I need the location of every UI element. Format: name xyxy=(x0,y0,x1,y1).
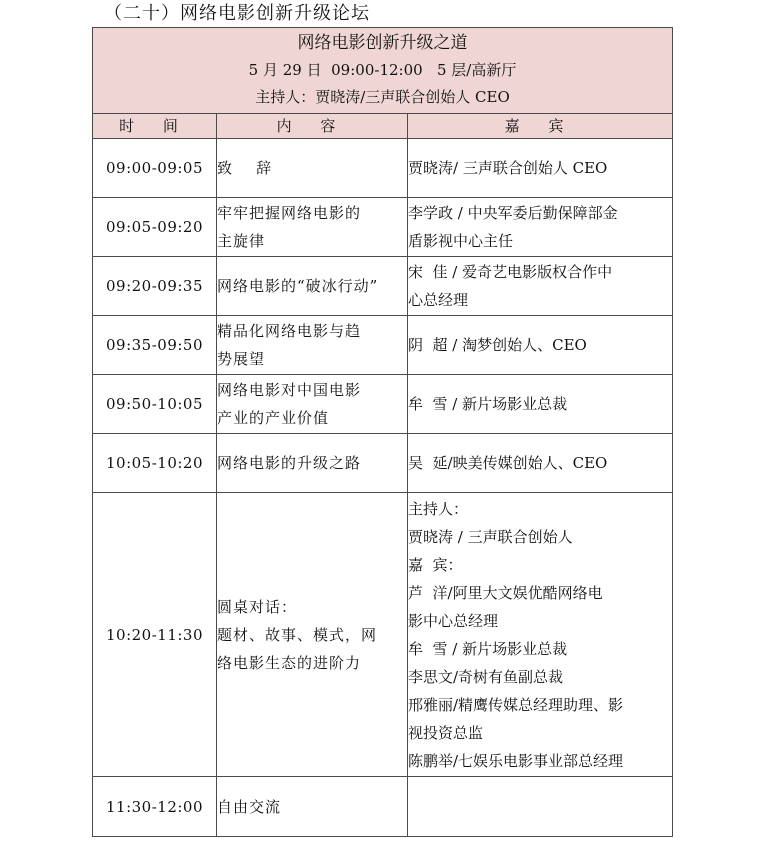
content-cell xyxy=(217,493,408,777)
guests-cell xyxy=(408,257,673,316)
guests-cell xyxy=(408,316,673,375)
content-cell xyxy=(217,139,408,198)
content-cell xyxy=(217,777,408,837)
table-row xyxy=(93,257,673,316)
content-line: 自由交流 xyxy=(217,797,282,816)
guest-line: 阴 超 / 淘梦创始人、CEO xyxy=(408,336,587,354)
guest-line: 视投资总监 xyxy=(408,723,484,742)
guest-line: 盾影视中心主任 xyxy=(408,232,514,250)
column-header-time xyxy=(93,114,217,139)
forum-schedule-table xyxy=(92,27,673,837)
guest-line: 邢雅丽/精鹰传媒总经理助理、影 xyxy=(408,695,624,714)
content-line: 络电影生态的进阶力 xyxy=(217,653,362,672)
guest-line: 牟 雪 / 新片场影业总裁 xyxy=(408,639,568,658)
table-row xyxy=(93,777,673,837)
content-line: 精品化网络电影与趋 xyxy=(217,322,362,340)
guest-line: 贾晓涛 / 三声联合创始人 xyxy=(408,527,573,546)
guest-line: 李思文/奇树有鱼副总裁 xyxy=(408,667,564,686)
guest-line: 芦 洋/阿里大文娱优酷网络电 xyxy=(408,583,603,602)
content-cell xyxy=(217,257,408,316)
time-cell: 10:20-11:30 xyxy=(93,493,217,777)
guests-cell xyxy=(408,434,673,493)
time-cell: 11:30-12:00 xyxy=(93,777,217,837)
guests-cell xyxy=(408,375,673,434)
time-cell: 10:05-10:20 xyxy=(93,434,217,493)
time-cell: 09:00-09:05 xyxy=(93,139,217,198)
column-header-content xyxy=(217,114,408,139)
table-row xyxy=(93,493,673,777)
content-line: 牢牢把握网络电影的 xyxy=(217,204,362,222)
content-line: 产业的产业价值 xyxy=(217,409,330,427)
section-title: （二十）网络电影创新升级论坛 xyxy=(104,3,370,24)
forum-header xyxy=(93,28,673,114)
table-row xyxy=(93,434,673,493)
content-line: 网络电影的升级之路 xyxy=(217,454,362,472)
table-row xyxy=(93,139,673,198)
content-cell xyxy=(217,434,408,493)
guest-line: 吴 延/映美传媒创始人、CEO xyxy=(408,454,608,472)
guest-line: 影中心总经理 xyxy=(408,611,499,630)
forum-host: 主持人：贾晓涛/三声联合创始人 CEO xyxy=(255,88,510,106)
guest-line: 贾晓涛/ 三声联合创始人 CEO xyxy=(408,159,608,177)
guest-line: 陈鹏举/七娱乐电影事业部总经理 xyxy=(408,751,624,770)
forum-datetime-venue: 5 月 29 日 09:00-12:00 5 层/高新厅 xyxy=(248,61,517,79)
table-row xyxy=(93,316,673,375)
column-header-guests xyxy=(408,114,673,139)
forum-header-row xyxy=(93,28,673,114)
guest-line: 心总经理 xyxy=(408,291,469,309)
guests-cell xyxy=(408,493,673,777)
time-cell: 09:20-09:35 xyxy=(93,257,217,316)
guests-cell xyxy=(408,198,673,257)
content-line: 圆桌对话： xyxy=(217,597,298,616)
forum-title: 网络电影创新升级之道 xyxy=(297,33,468,53)
content-line: 网络电影的“破冰行动” xyxy=(217,277,379,295)
guests-cell xyxy=(408,777,673,837)
column-header-content-label: 内 容 xyxy=(276,117,348,135)
column-header-time-label: 时 间 xyxy=(119,117,190,135)
content-line: 势展望 xyxy=(217,350,266,368)
column-header-guests-label: 嘉 宾 xyxy=(504,117,576,135)
content-cell xyxy=(217,316,408,375)
table-row xyxy=(93,375,673,434)
content-cell xyxy=(217,375,408,434)
content-line: 题材、故事、模式，网 xyxy=(217,625,378,644)
table-row xyxy=(93,198,673,257)
time-cell: 09:35-09:50 xyxy=(93,316,217,375)
content-line: 致 辞 xyxy=(217,159,273,177)
guest-line: 李学政 / 中央军委后勤保障部金 xyxy=(408,204,618,222)
column-header-row xyxy=(93,114,673,139)
guest-line: 宋 佳 / 爱奇艺电影版权合作中 xyxy=(408,263,613,281)
time-cell: 09:05-09:20 xyxy=(93,198,217,257)
content-line: 网络电影对中国电影 xyxy=(217,381,362,399)
content-line: 主旋律 xyxy=(217,232,266,250)
guest-line: 牟 雪 / 新片场影业总裁 xyxy=(408,395,568,413)
guest-line: 嘉 宾： xyxy=(408,555,463,574)
content-cell xyxy=(217,198,408,257)
time-cell: 09:50-10:05 xyxy=(93,375,217,434)
guests-cell xyxy=(408,139,673,198)
guest-line: 主持人： xyxy=(408,499,469,518)
